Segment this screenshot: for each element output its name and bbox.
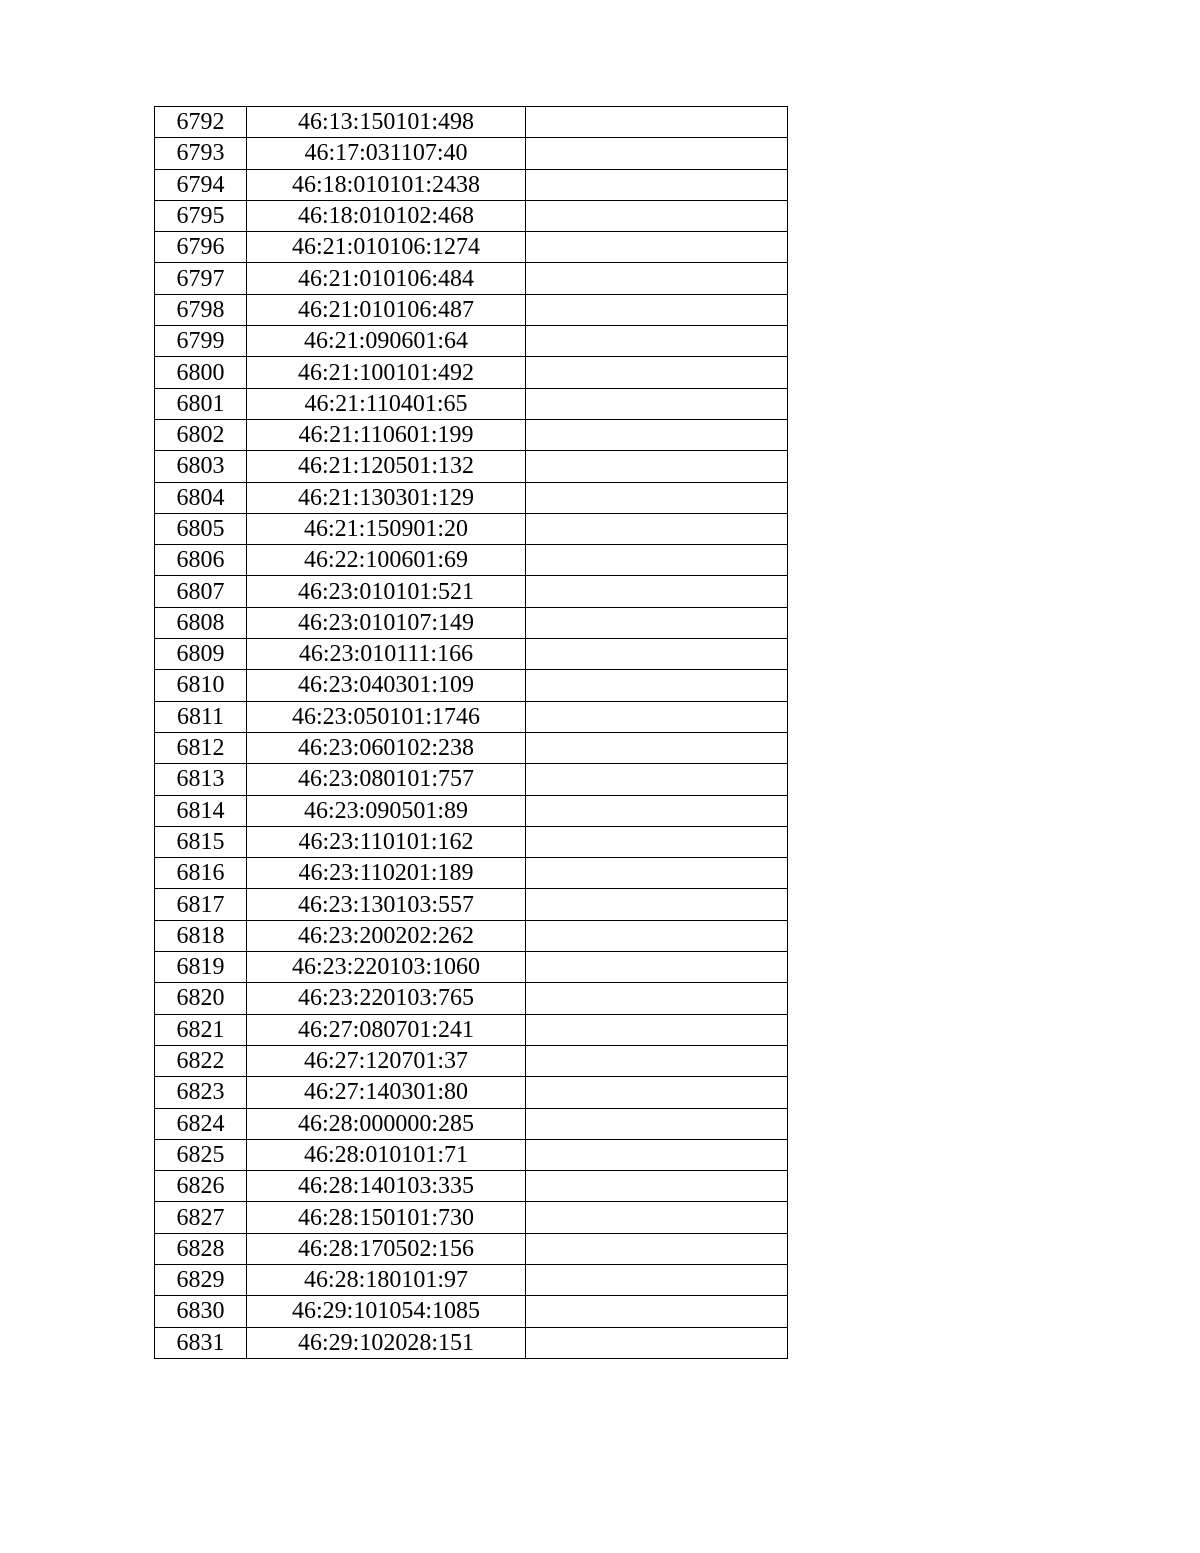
cadastral-number-cell: 46:23:110101:162 bbox=[247, 826, 526, 857]
row-number-cell: 6819 bbox=[155, 952, 247, 983]
row-number-cell: 6807 bbox=[155, 576, 247, 607]
table-row bbox=[155, 1296, 788, 1327]
empty-cell bbox=[526, 232, 788, 263]
empty-cell bbox=[526, 889, 788, 920]
table-row bbox=[155, 326, 788, 357]
row-number-cell: 6806 bbox=[155, 545, 247, 576]
row-number-cell: 6803 bbox=[155, 451, 247, 482]
cadastral-number-cell: 46:29:102028:151 bbox=[247, 1327, 526, 1358]
row-number-cell: 6815 bbox=[155, 826, 247, 857]
cadastral-number-cell: 46:28:000000:285 bbox=[247, 1108, 526, 1139]
empty-cell bbox=[526, 138, 788, 169]
table-row bbox=[155, 1139, 788, 1170]
empty-cell bbox=[526, 607, 788, 638]
table-row bbox=[155, 357, 788, 388]
table-row bbox=[155, 451, 788, 482]
cadastral-number-cell: 46:18:010101:2438 bbox=[247, 169, 526, 200]
cadastral-number-cell: 46:23:130103:557 bbox=[247, 889, 526, 920]
empty-cell bbox=[526, 357, 788, 388]
cadastral-number-cell: 46:21:120501:132 bbox=[247, 451, 526, 482]
cadastral-number-cell: 46:21:100101:492 bbox=[247, 357, 526, 388]
empty-cell bbox=[526, 451, 788, 482]
row-number-cell: 6826 bbox=[155, 1171, 247, 1202]
cadastral-number-cell: 46:21:150901:20 bbox=[247, 513, 526, 544]
row-number-cell: 6797 bbox=[155, 263, 247, 294]
empty-cell bbox=[526, 826, 788, 857]
cadastral-number-cell: 46:21:010106:1274 bbox=[247, 232, 526, 263]
table-row bbox=[155, 138, 788, 169]
row-number-cell: 6817 bbox=[155, 889, 247, 920]
empty-cell bbox=[526, 1139, 788, 1170]
cadastral-number-cell: 46:21:010106:487 bbox=[247, 294, 526, 325]
row-number-cell: 6810 bbox=[155, 670, 247, 701]
cadastral-number-cell: 46:27:080701:241 bbox=[247, 1014, 526, 1045]
table-row bbox=[155, 263, 788, 294]
empty-cell bbox=[526, 419, 788, 450]
row-number-cell: 6795 bbox=[155, 200, 247, 231]
cadastral-number-cell: 46:29:101054:1085 bbox=[247, 1296, 526, 1327]
table-row bbox=[155, 419, 788, 450]
cadastral-number-cell: 46:21:010106:484 bbox=[247, 263, 526, 294]
table-row bbox=[155, 388, 788, 419]
cadastral-number-cell: 46:23:010107:149 bbox=[247, 607, 526, 638]
row-number-cell: 6811 bbox=[155, 701, 247, 732]
table-row bbox=[155, 482, 788, 513]
table-row bbox=[155, 1108, 788, 1139]
cadastral-number-cell: 46:21:090601:64 bbox=[247, 326, 526, 357]
empty-cell bbox=[526, 670, 788, 701]
cadastral-number-cell: 46:23:010111:166 bbox=[247, 639, 526, 670]
row-number-cell: 6800 bbox=[155, 357, 247, 388]
table-row bbox=[155, 639, 788, 670]
table-row bbox=[155, 952, 788, 983]
row-number-cell: 6794 bbox=[155, 169, 247, 200]
cadastral-number-cell: 46:23:050101:1746 bbox=[247, 701, 526, 732]
row-number-cell: 6814 bbox=[155, 795, 247, 826]
row-number-cell: 6821 bbox=[155, 1014, 247, 1045]
cadastral-number-cell: 46:23:010101:521 bbox=[247, 576, 526, 607]
empty-cell bbox=[526, 764, 788, 795]
row-number-cell: 6820 bbox=[155, 983, 247, 1014]
table-row bbox=[155, 701, 788, 732]
cadastral-number-cell: 46:23:060102:238 bbox=[247, 732, 526, 763]
empty-cell bbox=[526, 1045, 788, 1076]
row-number-cell: 6830 bbox=[155, 1296, 247, 1327]
cadastral-number-cell: 46:23:220103:1060 bbox=[247, 952, 526, 983]
empty-cell bbox=[526, 1296, 788, 1327]
row-number-cell: 6801 bbox=[155, 388, 247, 419]
row-number-cell: 6792 bbox=[155, 107, 247, 138]
table-row bbox=[155, 576, 788, 607]
empty-cell bbox=[526, 513, 788, 544]
cadastral-number-cell: 46:23:220103:765 bbox=[247, 983, 526, 1014]
table-row bbox=[155, 169, 788, 200]
empty-cell bbox=[526, 388, 788, 419]
table-row bbox=[155, 732, 788, 763]
row-number-cell: 6793 bbox=[155, 138, 247, 169]
empty-cell bbox=[526, 858, 788, 889]
cadastral-number-cell: 46:23:080101:757 bbox=[247, 764, 526, 795]
table-row bbox=[155, 1327, 788, 1358]
empty-cell bbox=[526, 1077, 788, 1108]
row-number-cell: 6823 bbox=[155, 1077, 247, 1108]
empty-cell bbox=[526, 952, 788, 983]
empty-cell bbox=[526, 1202, 788, 1233]
table-row bbox=[155, 1233, 788, 1264]
row-number-cell: 6798 bbox=[155, 294, 247, 325]
empty-cell bbox=[526, 200, 788, 231]
row-number-cell: 6831 bbox=[155, 1327, 247, 1358]
cadastral-number-cell: 46:28:170502:156 bbox=[247, 1233, 526, 1264]
empty-cell bbox=[526, 983, 788, 1014]
table-row bbox=[155, 107, 788, 138]
table-row bbox=[155, 1014, 788, 1045]
cadastral-number-cell: 46:21:130301:129 bbox=[247, 482, 526, 513]
table-row bbox=[155, 607, 788, 638]
table-row bbox=[155, 232, 788, 263]
empty-cell bbox=[526, 294, 788, 325]
cadastral-number-cell: 46:23:110201:189 bbox=[247, 858, 526, 889]
table-row bbox=[155, 858, 788, 889]
table-row bbox=[155, 1202, 788, 1233]
table-row bbox=[155, 513, 788, 544]
cadastral-number-cell: 46:27:140301:80 bbox=[247, 1077, 526, 1108]
empty-cell bbox=[526, 920, 788, 951]
row-number-cell: 6813 bbox=[155, 764, 247, 795]
row-number-cell: 6809 bbox=[155, 639, 247, 670]
cadastral-number-cell: 46:28:180101:97 bbox=[247, 1264, 526, 1295]
row-number-cell: 6804 bbox=[155, 482, 247, 513]
empty-cell bbox=[526, 1327, 788, 1358]
table-row bbox=[155, 670, 788, 701]
cadastral-number-cell: 46:21:110601:199 bbox=[247, 419, 526, 450]
table-row bbox=[155, 983, 788, 1014]
cadastral-number-cell: 46:21:110401:65 bbox=[247, 388, 526, 419]
table-row bbox=[155, 889, 788, 920]
row-number-cell: 6818 bbox=[155, 920, 247, 951]
empty-cell bbox=[526, 482, 788, 513]
row-number-cell: 6816 bbox=[155, 858, 247, 889]
table-row bbox=[155, 920, 788, 951]
cadastral-number-cell: 46:27:120701:37 bbox=[247, 1045, 526, 1076]
empty-cell bbox=[526, 545, 788, 576]
cadastral-number-cell: 46:28:150101:730 bbox=[247, 1202, 526, 1233]
cadastral-number-cell: 46:23:200202:262 bbox=[247, 920, 526, 951]
table-row bbox=[155, 1077, 788, 1108]
cadastral-number-cell: 46:23:040301:109 bbox=[247, 670, 526, 701]
empty-cell bbox=[526, 795, 788, 826]
empty-cell bbox=[526, 169, 788, 200]
row-number-cell: 6802 bbox=[155, 419, 247, 450]
row-number-cell: 6796 bbox=[155, 232, 247, 263]
row-number-cell: 6829 bbox=[155, 1264, 247, 1295]
empty-cell bbox=[526, 639, 788, 670]
empty-cell bbox=[526, 107, 788, 138]
row-number-cell: 6812 bbox=[155, 732, 247, 763]
empty-cell bbox=[526, 1264, 788, 1295]
empty-cell bbox=[526, 1233, 788, 1264]
row-number-cell: 6808 bbox=[155, 607, 247, 638]
table-row bbox=[155, 764, 788, 795]
table-row bbox=[155, 1264, 788, 1295]
cadastral-number-cell: 46:17:031107:40 bbox=[247, 138, 526, 169]
cadastral-table bbox=[154, 106, 788, 1359]
empty-cell bbox=[526, 263, 788, 294]
row-number-cell: 6825 bbox=[155, 1139, 247, 1170]
table-row bbox=[155, 826, 788, 857]
table-row bbox=[155, 294, 788, 325]
cadastral-number-cell: 46:28:010101:71 bbox=[247, 1139, 526, 1170]
cadastral-number-cell: 46:23:090501:89 bbox=[247, 795, 526, 826]
empty-cell bbox=[526, 1014, 788, 1045]
table-row bbox=[155, 1171, 788, 1202]
empty-cell bbox=[526, 732, 788, 763]
table-body bbox=[155, 107, 788, 1359]
cadastral-number-cell: 46:22:100601:69 bbox=[247, 545, 526, 576]
cadastral-number-cell: 46:13:150101:498 bbox=[247, 107, 526, 138]
cadastral-number-cell: 46:28:140103:335 bbox=[247, 1171, 526, 1202]
row-number-cell: 6824 bbox=[155, 1108, 247, 1139]
table-row bbox=[155, 1045, 788, 1076]
row-number-cell: 6822 bbox=[155, 1045, 247, 1076]
row-number-cell: 6799 bbox=[155, 326, 247, 357]
table-row bbox=[155, 545, 788, 576]
table-row bbox=[155, 795, 788, 826]
empty-cell bbox=[526, 1108, 788, 1139]
row-number-cell: 6805 bbox=[155, 513, 247, 544]
row-number-cell: 6827 bbox=[155, 1202, 247, 1233]
cadastral-number-cell: 46:18:010102:468 bbox=[247, 200, 526, 231]
empty-cell bbox=[526, 326, 788, 357]
empty-cell bbox=[526, 701, 788, 732]
empty-cell bbox=[526, 1171, 788, 1202]
row-number-cell: 6828 bbox=[155, 1233, 247, 1264]
table-row bbox=[155, 200, 788, 231]
empty-cell bbox=[526, 576, 788, 607]
